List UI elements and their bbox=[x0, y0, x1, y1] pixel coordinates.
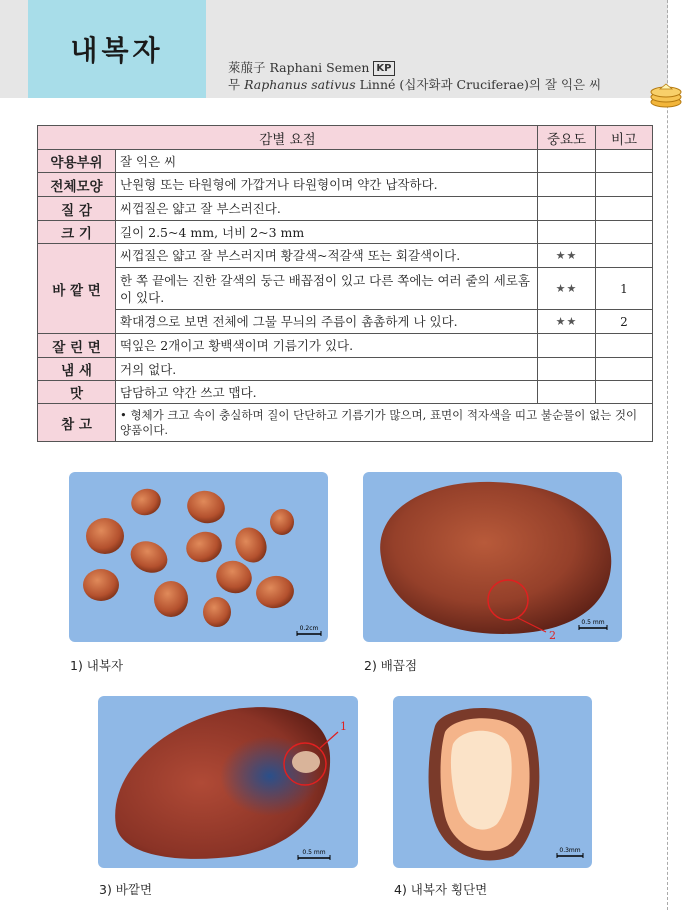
row-importance bbox=[538, 221, 596, 244]
row-label: 맛 bbox=[38, 381, 116, 404]
row-importance bbox=[538, 358, 596, 381]
row-remark bbox=[596, 358, 653, 381]
figure-caption: 4) 내복자 횡단면 bbox=[394, 882, 488, 897]
table-row bbox=[38, 268, 653, 310]
remarks-header: 비고 bbox=[596, 126, 653, 150]
row-desc: 씨껍질은 얇고 잘 부스러진다. bbox=[116, 197, 538, 221]
row-label: 약용부위 bbox=[38, 150, 116, 173]
row-label: 참 고 bbox=[38, 404, 116, 442]
table-row bbox=[38, 197, 653, 221]
photo-seeds bbox=[69, 472, 328, 642]
seed bbox=[183, 528, 226, 566]
row-desc: 한 쪽 끝에는 진한 갈색의 둥근 배꼽점이 있고 다른 쪽에는 여러 줄의 세로홈이 있다. bbox=[116, 268, 538, 310]
page-edge-dashed-line bbox=[667, 0, 668, 910]
reference-text: • 형체가 크고 속이 충실하며 질이 단단하고 기름기가 많으며, 표면이 적자색을 띠고 불순물이 없는 것이 양품이다. bbox=[116, 404, 653, 442]
figure-caption: 1) 내복자 bbox=[70, 658, 124, 673]
seed bbox=[83, 569, 119, 601]
table-row bbox=[38, 404, 653, 442]
row-desc: 확대경으로 보면 전체에 그물 무늬의 주름이 촘촘하게 나 있다. bbox=[116, 310, 538, 334]
seed bbox=[184, 487, 229, 528]
table-row bbox=[38, 221, 653, 244]
hilum bbox=[292, 751, 320, 773]
photo-outer-surface bbox=[98, 696, 358, 868]
row-importance bbox=[538, 197, 596, 221]
row-desc: 잘 익은 씨 bbox=[116, 150, 538, 173]
row-importance bbox=[538, 150, 596, 173]
identification-table bbox=[37, 125, 653, 442]
seed-shape bbox=[380, 482, 611, 634]
table-row bbox=[38, 310, 653, 334]
row-importance bbox=[538, 381, 596, 404]
seed bbox=[270, 509, 294, 535]
table-row bbox=[38, 334, 653, 358]
scale-label: 0.2cm bbox=[299, 625, 319, 632]
seed bbox=[230, 522, 272, 567]
table-row bbox=[38, 173, 653, 197]
figure-caption: 3) 바깥면 bbox=[99, 882, 153, 897]
row-remark bbox=[596, 221, 653, 244]
row-remark bbox=[596, 381, 653, 404]
marker-label: 1 bbox=[340, 720, 347, 733]
origin-species: Raphanus sativus bbox=[244, 77, 356, 92]
kp-badge: KP bbox=[373, 61, 394, 76]
photo-cross-section bbox=[393, 696, 592, 868]
seed bbox=[127, 485, 164, 520]
row-importance bbox=[538, 334, 596, 358]
row-desc: 담담하고 약간 쓰고 맵다. bbox=[116, 381, 538, 404]
seed bbox=[125, 535, 172, 578]
scale-label: 0.5 mm bbox=[581, 619, 605, 626]
pancake-icon bbox=[648, 80, 684, 108]
marker-label: 2 bbox=[549, 629, 556, 642]
row-label: 냄 새 bbox=[38, 358, 116, 381]
seed bbox=[203, 597, 231, 627]
criteria-header: 감별 요점 bbox=[38, 126, 538, 150]
origin-rest: Linné (십자화과 Cruciferae)의 잘 익은 씨 bbox=[359, 77, 602, 92]
row-label: 전체모양 bbox=[38, 173, 116, 197]
row-desc: 떡잎은 2개이고 황백색이며 기름기가 있다. bbox=[116, 334, 538, 358]
row-importance: ★★ bbox=[538, 268, 596, 310]
seed bbox=[254, 573, 297, 611]
row-remark: 2 bbox=[596, 310, 653, 334]
row-importance: ★★ bbox=[538, 310, 596, 334]
title-box bbox=[28, 0, 206, 98]
row-label: 잘 린 면 bbox=[38, 334, 116, 358]
row-label: 바 깥 면 bbox=[38, 244, 116, 334]
table-row bbox=[38, 358, 653, 381]
seed bbox=[212, 556, 257, 598]
figure-caption: 2) 배꼽점 bbox=[364, 658, 418, 673]
scale-label: 0.3mm bbox=[559, 847, 581, 854]
seed bbox=[86, 518, 124, 554]
row-desc: 길이 2.5~4 mm, 너비 2~3 mm bbox=[116, 221, 538, 244]
page-title: 내복자 bbox=[70, 34, 164, 67]
row-remark bbox=[596, 197, 653, 221]
seed bbox=[154, 581, 188, 617]
origin-prefix: 무 bbox=[228, 77, 241, 92]
table-row bbox=[38, 244, 653, 268]
row-remark bbox=[596, 173, 653, 197]
table-row bbox=[38, 381, 653, 404]
origin-line bbox=[228, 75, 601, 93]
row-desc: 거의 없다. bbox=[116, 358, 538, 381]
scale-label: 0.5 mm bbox=[302, 849, 326, 856]
row-remark bbox=[596, 150, 653, 173]
row-label: 크 기 bbox=[38, 221, 116, 244]
row-remark: 1 bbox=[596, 268, 653, 310]
row-desc: 난원형 또는 타원형에 가깝거나 타원형이며 약간 납작하다. bbox=[116, 173, 538, 197]
row-importance bbox=[538, 173, 596, 197]
photo-hilum bbox=[363, 472, 622, 642]
row-desc: 씨껍질은 얇고 잘 부스러지며 황갈색~적갈색 또는 회갈색이다. bbox=[116, 244, 538, 268]
row-importance: ★★ bbox=[538, 244, 596, 268]
row-remark bbox=[596, 334, 653, 358]
importance-header: 중요도 bbox=[538, 126, 596, 150]
latin-name-line bbox=[228, 58, 395, 76]
row-remark bbox=[596, 244, 653, 268]
table-row bbox=[38, 150, 653, 173]
latin-name: 萊菔子 Raphani Semen bbox=[228, 60, 370, 75]
row-label: 질 감 bbox=[38, 197, 116, 221]
